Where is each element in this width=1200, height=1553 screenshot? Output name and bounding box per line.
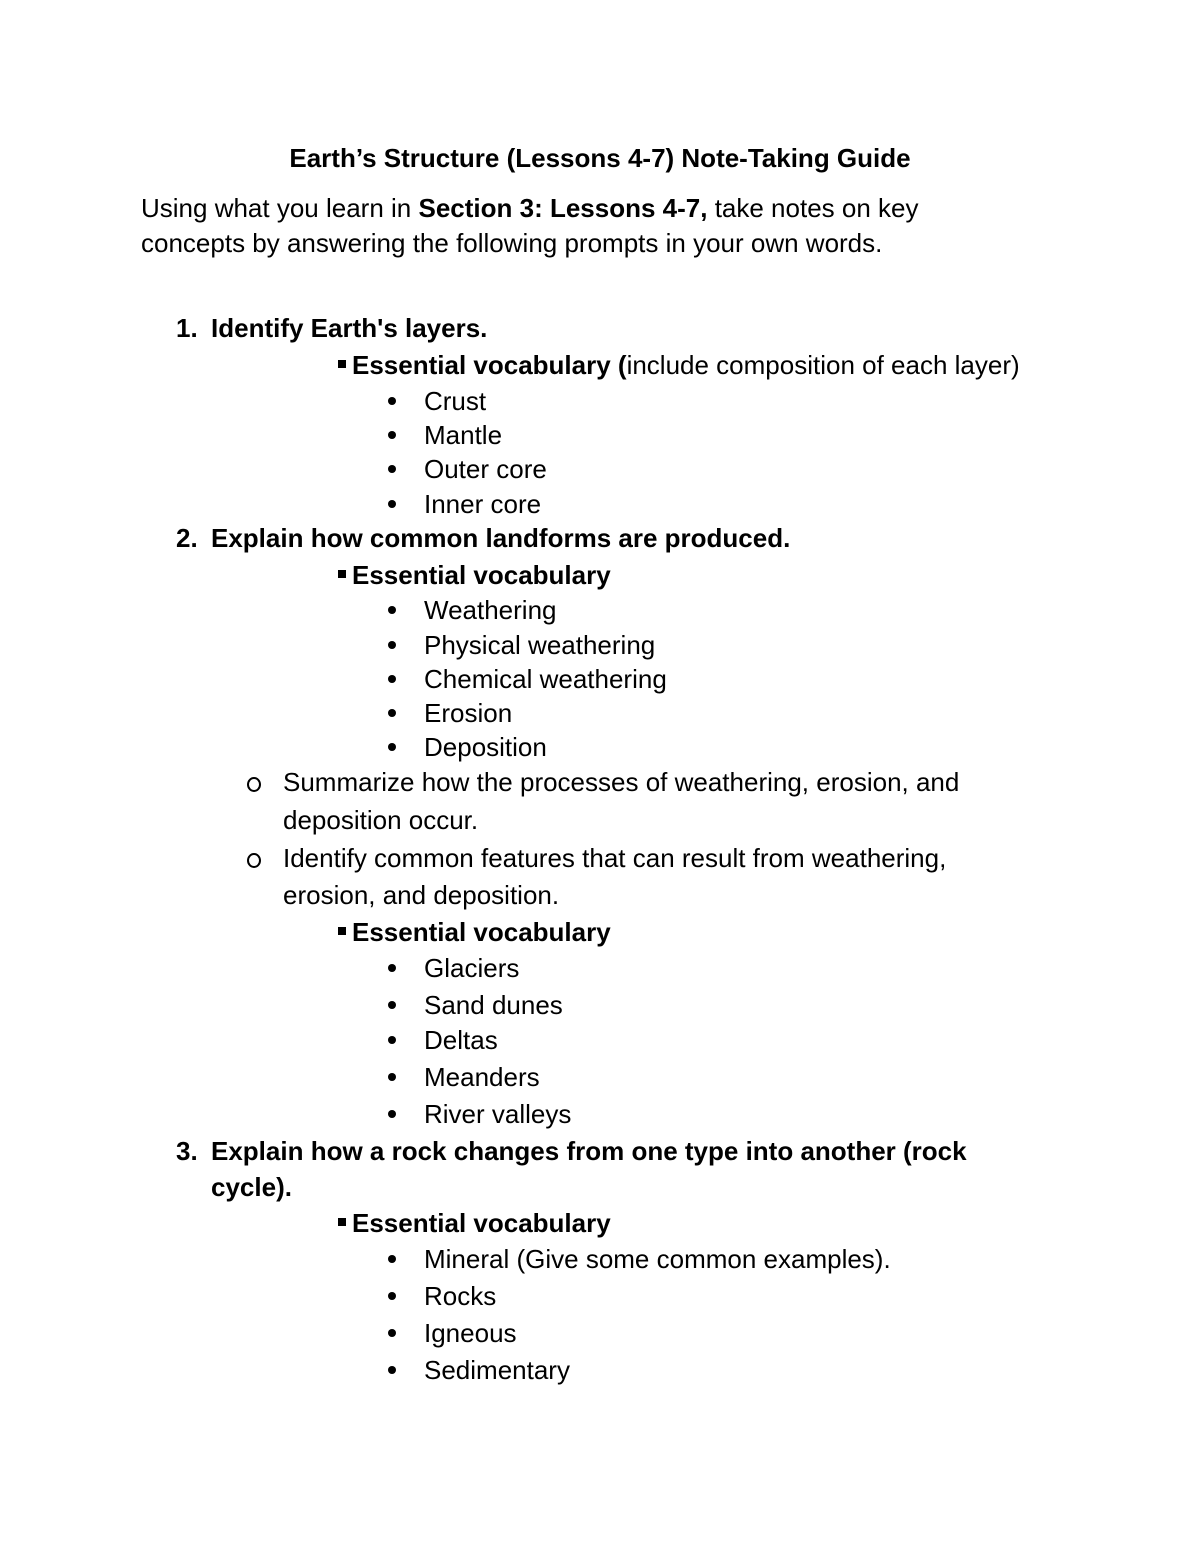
list-item: Chemical weathering — [424, 664, 667, 694]
bullet-icon — [388, 1292, 396, 1300]
list-item: Mineral (Give some common examples). — [424, 1244, 891, 1274]
section1-number: 1. — [176, 313, 198, 343]
section2-number: 2. — [176, 523, 198, 553]
bullet-icon — [388, 1329, 396, 1337]
list-item: Outer core — [424, 454, 547, 484]
section1-vocab-note: include composition of each layer) — [626, 350, 1020, 380]
bullet-icon — [388, 1001, 396, 1009]
bullet-icon — [388, 500, 396, 508]
section2-vocab-label-2: Essential vocabulary — [352, 917, 611, 947]
intro-line-1 — [141, 195, 919, 221]
section3-number: 3. — [176, 1136, 198, 1166]
bullet-icon — [388, 641, 396, 649]
square-bullet-icon — [338, 570, 346, 578]
subpoint-line: Summarize how the processes of weathering, erosion, and — [283, 767, 960, 797]
circle-bullet-icon — [247, 853, 261, 868]
intro-text-2: take notes on key — [707, 193, 919, 223]
list-item: Erosion — [424, 698, 513, 728]
bullet-icon — [388, 1073, 396, 1081]
page-title: Earth’s Structure (Lessons 4-7) Note-Taking Guide — [289, 143, 911, 173]
section3-vocab — [338, 1210, 611, 1236]
list-item: Inner core — [424, 489, 542, 519]
list-item: Sand dunes — [424, 990, 563, 1020]
bullet-icon — [388, 1255, 396, 1263]
bullet-icon — [388, 465, 396, 473]
bullet-icon — [388, 431, 396, 439]
section2-vocab — [338, 562, 611, 588]
section3-vocab-label: Essential vocabulary — [352, 1208, 611, 1238]
list-item: Igneous — [424, 1318, 517, 1348]
list-item: Glaciers — [424, 953, 520, 983]
subpoint-line: deposition occur. — [283, 805, 479, 835]
list-item: Meanders — [424, 1062, 540, 1092]
list-item: Deposition — [424, 732, 547, 762]
section2-heading: Explain how common landforms are produced. — [211, 523, 791, 553]
square-bullet-icon — [338, 360, 346, 368]
list-item: Weathering — [424, 595, 557, 625]
bullet-icon — [388, 964, 396, 972]
subpoint-line: erosion, and deposition. — [283, 880, 560, 910]
bullet-icon — [388, 709, 396, 717]
bullet-icon — [388, 1366, 396, 1374]
section2-vocab-label: Essential vocabulary — [352, 560, 611, 590]
list-item: Physical weathering — [424, 630, 656, 660]
bullet-icon — [388, 1110, 396, 1118]
list-item: Mantle — [424, 420, 503, 450]
section2-vocab-2 — [338, 919, 611, 945]
bullet-icon — [388, 675, 396, 683]
list-item: Rocks — [424, 1281, 497, 1311]
bullet-icon — [388, 606, 396, 614]
list-item: River valleys — [424, 1099, 572, 1129]
section1-vocab — [338, 352, 1020, 378]
list-item: Sedimentary — [424, 1355, 570, 1385]
bullet-icon — [388, 743, 396, 751]
section3-heading-line-1: Explain how a rock changes from one type into another (rock — [211, 1136, 967, 1166]
square-bullet-icon — [338, 1218, 346, 1226]
bullet-icon — [388, 1036, 396, 1044]
bullet-icon — [388, 397, 396, 405]
subpoint-line: Identify common features that can result from weathering, — [283, 843, 947, 873]
square-bullet-icon — [338, 927, 346, 935]
section1-vocab-label: Essential vocabulary ( — [352, 350, 627, 380]
intro-text-1: Using what you learn in — [141, 193, 419, 223]
section3-heading-line-2: cycle). — [211, 1172, 292, 1202]
list-item: Crust — [424, 386, 487, 416]
intro-line-2: concepts by answering the following prompts in your own words. — [141, 228, 883, 258]
list-item: Deltas — [424, 1025, 498, 1055]
intro-bold: Section 3: Lessons 4-7, — [418, 193, 708, 223]
section1-heading: Identify Earth's layers. — [211, 313, 488, 343]
circle-bullet-icon — [247, 777, 261, 792]
